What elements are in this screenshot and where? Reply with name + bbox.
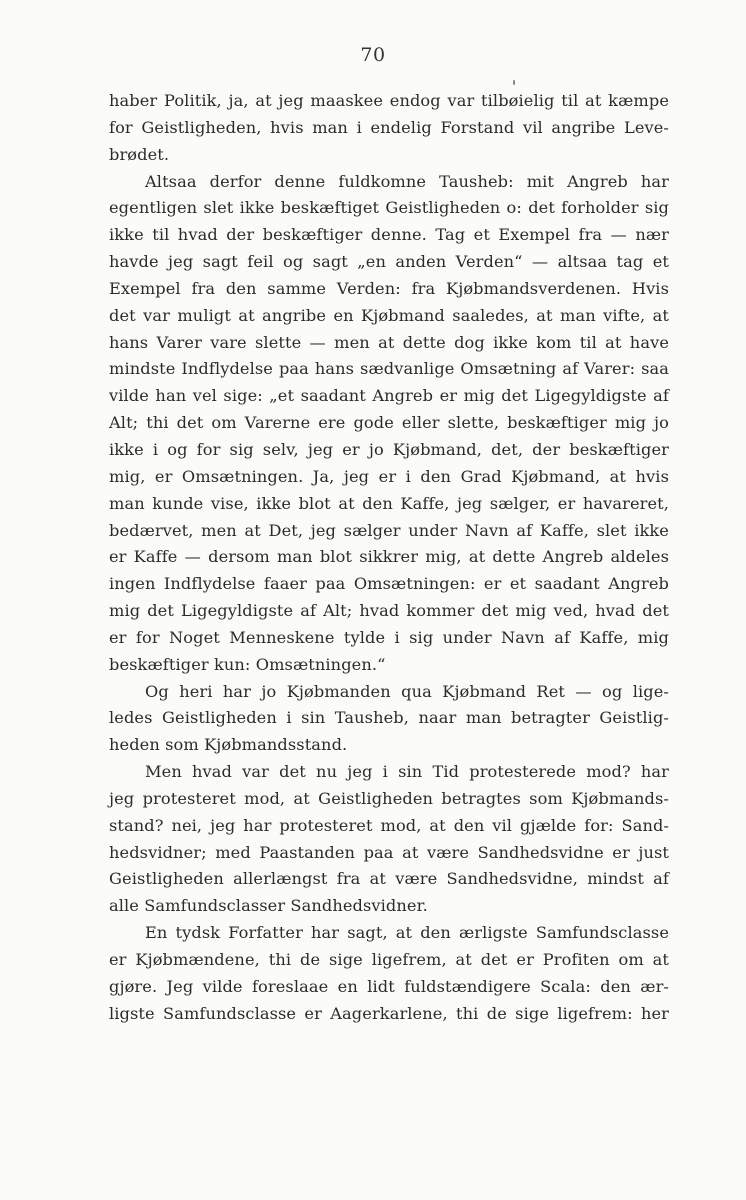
text-line: mindste Indflydelse paa hans sædvanlige Omsætning af Varer: saa	[109, 359, 669, 379]
text-line: vilde han vel sige: „et saadant Angreb er mig det Ligegyldigste af	[109, 386, 669, 406]
text-line: mig det Ligegyldigste af Alt; hvad kommer det mig ved, hvad det	[109, 601, 669, 621]
text-line: Alt; thi det om Varerne ere gode eller slette, beskæftiger mig jo	[109, 413, 669, 433]
text-line: er for Noget Menneskene tylde i sig under Navn af Kaffe, mig	[109, 627, 669, 647]
text-line: gjøre. Jeg vilde foreslaae en lidt fuldstændigere Scala: den ær-	[109, 976, 669, 996]
text-line: haber Politik, ja, at jeg maaskee endog var tilbøielig til at kæmpe	[109, 91, 669, 110]
text-line: mig, er Omsætningen. Ja, jeg er i den Grad Kjøbmand, at hvis	[109, 466, 669, 486]
text-line: er Kaffe — dersom man blot sikkrer mig, at dette Angreb aldeles	[109, 547, 669, 567]
text-line: for Geistligheden, hvis man i endelig Forstand vil angribe Leve-	[109, 117, 669, 137]
text-body	[109, 88, 669, 1028]
text-line: hans Varer vare slette — men at dette dog ikke kom til at have	[109, 332, 669, 352]
text-line: Exempel fra den samme Verden: fra Kjøbmandsverdenen. Hvis	[109, 278, 669, 298]
text-line: bedærvet, men at Det, jeg sælger under Navn af Kaffe, slet ikke	[109, 520, 669, 540]
text-line: det var muligt at angribe en Kjøbmand saaledes, at man vifte, at	[109, 305, 669, 325]
text-line: ligste Samfundsclasse er Aagerkarlene, thi de sige ligefrem: her	[109, 1003, 669, 1023]
text-line: Og heri har jo Kjøbmanden qua Kjøbmand Ret — og lige-	[145, 681, 669, 701]
text-line: ikke til hvad der beskæftiger denne. Tag et Exempel fra — nær	[109, 225, 669, 245]
text-line: egentligen slet ikke beskæftiget Geistligheden o: det forholder sig	[109, 198, 669, 218]
text-line: er Kjøbmændene, thi de sige ligefrem, at det er Profiten om at	[109, 950, 669, 969]
text-line: Geistligheden allerlængst fra at være Sandhedsvidne, mindst af	[109, 869, 669, 889]
text-line: ingen Indflydelse faaer paa Omsætningen: er et saadant Angreb	[109, 574, 669, 594]
text-line: ledes Geistligheden i sin Tausheb, naar man betragter Geistlig-	[109, 708, 669, 728]
text-line: jeg protesteret mod, at Geistligheden betragtes som Kjøbmands-	[109, 788, 669, 808]
print-speck	[513, 80, 515, 85]
text-line: havde jeg sagt feil og sagt „en anden Verden“ — altsaa tag et	[109, 252, 669, 272]
text-line: beskæftiger kun: Omsætningen.“	[109, 654, 386, 674]
text-line: brødet.	[109, 144, 170, 164]
text-line: Men hvad var det nu jeg i sin Tid protesterede mod? har	[145, 762, 669, 782]
text-line: hedsvidner; med Paastanden paa at være Sandhedsvidne er just	[109, 842, 669, 862]
text-line: ikke i og for sig selv, jeg er jo Kjøbmand, det, der beskæftiger	[109, 439, 669, 459]
text-line: heden som Kjøbmandsstand.	[109, 735, 348, 755]
text-line: alle Samfundsclasser Sandhedsvidner.	[109, 896, 428, 916]
text-line: Altsaa derfor denne fuldkomne Tausheb: mit Angreb har	[145, 171, 669, 191]
text-line: En tydsk Forfatter har sagt, at den ærligste Samfundsclasse	[145, 923, 669, 943]
text-line: stand? nei, jeg har protesteret mod, at den vil gjælde for: Sand-	[109, 815, 669, 835]
page-number: 70	[360, 44, 386, 66]
text-line: man kunde vise, ikke blot at den Kaffe, jeg sælger, er havareret,	[109, 493, 669, 513]
